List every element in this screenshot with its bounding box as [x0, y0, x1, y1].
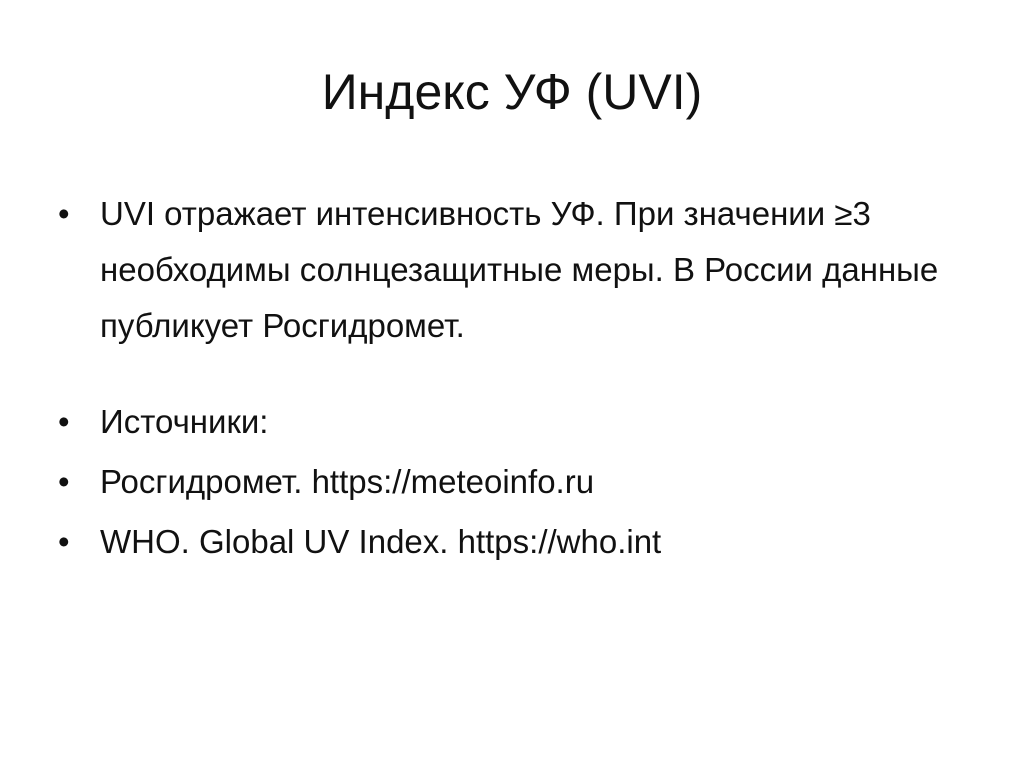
bullet-item-source-who: • WHO. Global UV Index. https://who.int [100, 514, 980, 570]
bullet-item-source-roshydromet: • Росгидромет. https://meteoinfo.ru [100, 454, 980, 510]
bullet-item-description: • UVI отражает интенсивность УФ. При значении ≥3 необходимы солнцезащитные меры. В России данные публикует Росгидромет. [100, 186, 980, 354]
slide-title: Индекс УФ (UVI) [321, 64, 703, 120]
bullet-item-sources-heading: • Источники: [100, 394, 980, 450]
bullet-list [100, 186, 980, 570]
